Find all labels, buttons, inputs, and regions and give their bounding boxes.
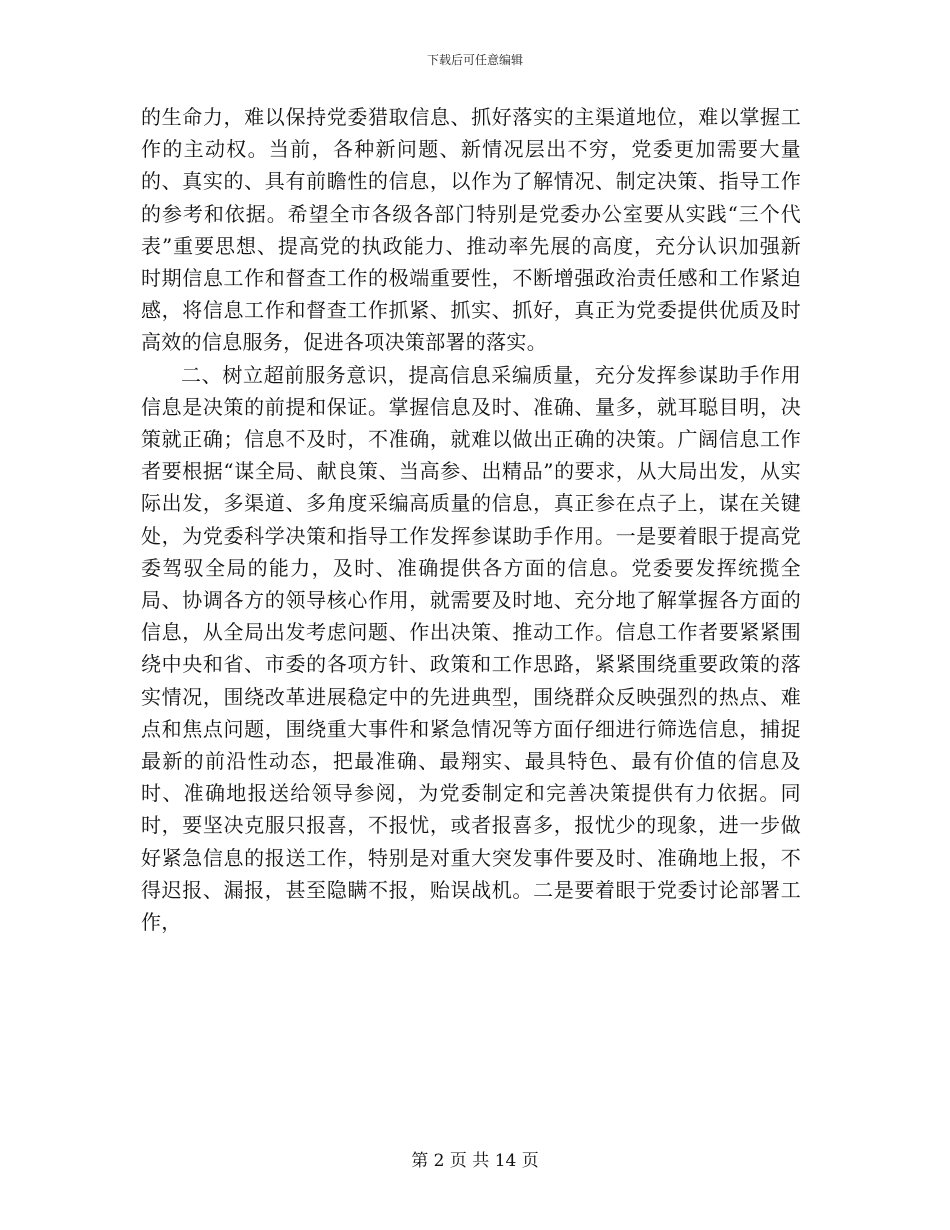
page-number-footer: 第 2 页 共 14 页 — [411, 1151, 539, 1171]
paragraph-1-continued: 的生命力，难以保持党委猎取信息、抓好落实的主渠道地位，难以掌握工作的主动权。当前，各种新问题、新情况层出不穷，党委更加需要大量的、真实的、具有前瞻性的信息，以作为了解情况、制定决策、指导工作的参考和依据。希望全市各级各部门特别是党委办公室要从实践“三个代表”重要思想、提高党的执政能力、推动率先展的高度，充分认识加强新时期信息工作和督查工作的极端重要性，不断增强政治责任感和工作紧迫感，将信息工作和督查工作抓紧、抓实、抓好，真正为党委提供优质及时高效的信息服务，促进各项决策部署的落实。 — [141, 105, 801, 355]
paragraph-2-section-two: 二、树立超前服务意识，提高信息采编质量，充分发挥参谋助手作用信息是决策的前提和保证。掌握信息及时、准确、量多，就耳聪目明，决策就正确；信息不及时，不准确，就难以做出正确的决策。广阔信息工作者要根据“谋全局、献良策、当高参、出精品”的要求，从大局出发，从实际出发，多渠道、多角度采编高质量的信息，真正参在点子上，谋在关键处，为党委科学决策和指导工作发挥参谋助手作用。一是要着眼于提高党委驾驭全局的能力，及时、准确提供各方面的信息。党委要发挥统揽全局、协调各方的领导核心作用，就需要及时地、充分地了解掌握各方面的信息，从全局出发考虑问题、作出决策、推动工作。信息工作者要紧紧围绕中央和省、市委的各项方针、政策和工作思路，紧紧围绕重要政策的落实情况，围绕改革进展稳定中的先进典型，围绕群众反映强烈的热点、难点和焦点问题，围绕重大事件和紧急情况等方面仔细进行筛选信息，捕捉最新的前沿性动态，把最准确、最翔实、最具特色、最有价值的信息及时、准确地报送给领导参阅，为党委制定和完善决策提供有力依据。同时，要坚决克服只报喜，不报忧，或者报喜多，报忧少的现象，进一步做好紧急信息的报送工作，特别是对重大突发事件要及时、准确地上报，不得迟报、漏报，甚至隐瞒不报，贻误战机。二是要着眼于党委讨论部署工作， — [141, 362, 801, 935]
document-body — [141, 101, 801, 938]
page-header: 下载后可任意编辑 — [426, 53, 523, 67]
